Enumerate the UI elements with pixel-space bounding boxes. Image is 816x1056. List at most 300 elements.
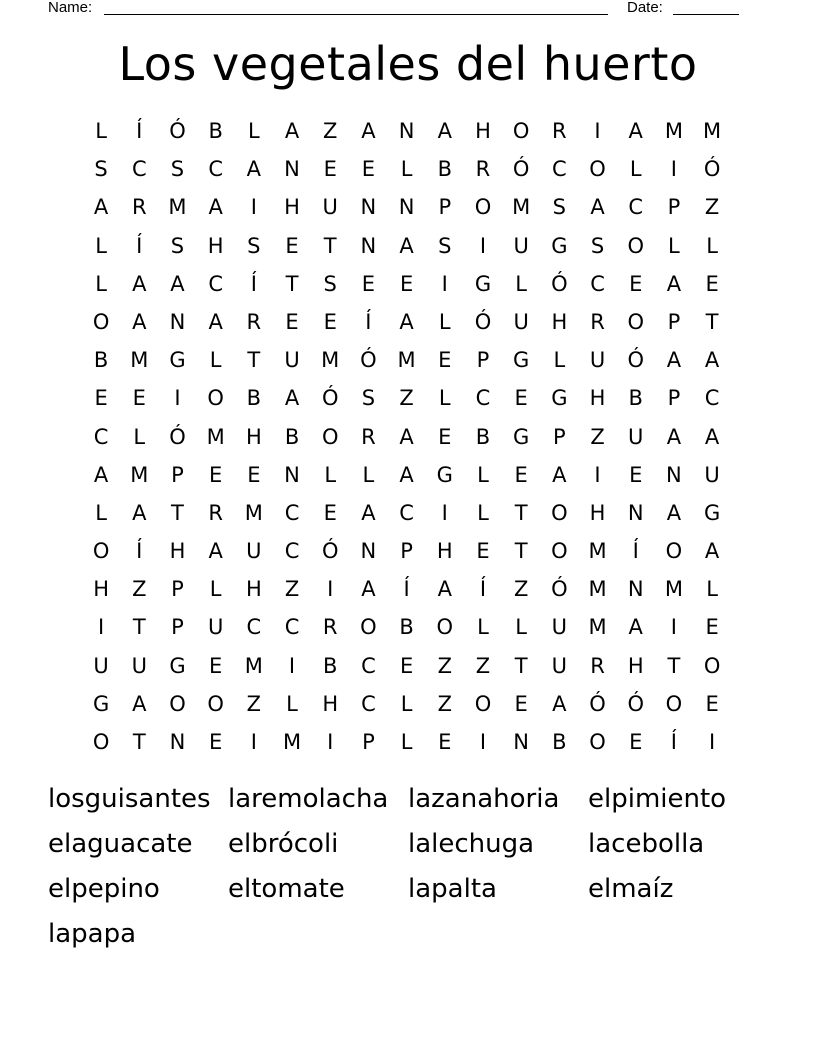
grid-letter: L xyxy=(515,271,527,296)
grid-letter: L xyxy=(400,730,413,754)
grid-letter: H xyxy=(589,386,606,411)
grid-letter: O xyxy=(551,539,568,564)
grid-letter: N xyxy=(360,233,377,258)
grid-letter: U xyxy=(628,424,644,449)
grid-letter: R xyxy=(322,615,338,640)
grid-letter: O xyxy=(169,691,186,716)
grid-letter: E xyxy=(476,539,490,564)
grid-letter: O xyxy=(321,424,339,449)
grid-letter: A xyxy=(170,271,185,296)
grid-letter: T xyxy=(323,233,337,258)
grid-letter: C xyxy=(361,653,376,678)
word-list-item: lapalta xyxy=(408,874,497,904)
grid-letter: I xyxy=(441,271,448,296)
grid-letter: A xyxy=(93,462,109,487)
grid-letter: O xyxy=(360,615,377,640)
grid-letter: M xyxy=(664,119,683,143)
grid-letter: O xyxy=(627,309,644,334)
grid-letter: C xyxy=(590,271,605,296)
grid-letter: C xyxy=(399,500,414,525)
grid-letter: Ó xyxy=(474,309,492,334)
grid-letter: P xyxy=(400,539,413,564)
grid-letter: E xyxy=(514,462,528,487)
grid-letter: I xyxy=(708,730,716,754)
grid-letter: A xyxy=(208,309,223,334)
grid-letter: B xyxy=(399,615,414,640)
grid-letter: S xyxy=(94,157,108,182)
grid-letter: G xyxy=(513,424,530,449)
grid-row xyxy=(82,647,732,685)
grid-letter: Í xyxy=(670,730,677,754)
grid-letter: O xyxy=(207,691,224,716)
grid-letter: B xyxy=(246,386,262,411)
grid-letter: Z xyxy=(246,691,262,716)
grid-letter: R xyxy=(590,309,605,334)
grid-letter: T xyxy=(667,653,681,678)
grid-letter: O xyxy=(207,386,224,411)
grid-letter: B xyxy=(323,653,338,678)
grid-letter: M xyxy=(703,119,722,143)
grid-letter: O xyxy=(665,539,683,564)
grid-letter: E xyxy=(132,386,146,411)
word-list-item: losguisantes xyxy=(48,784,211,814)
grid-letter: H xyxy=(284,195,300,220)
grid-letter: M xyxy=(588,577,607,602)
grid-letter: A xyxy=(132,271,147,296)
grid-letter: Ó xyxy=(627,348,644,373)
grid-letter: L xyxy=(553,348,566,373)
grid-letter: H xyxy=(169,539,186,564)
grid-letter: A xyxy=(399,309,414,334)
grid-letter: L xyxy=(477,615,489,640)
grid-letter: S xyxy=(361,386,376,411)
grid-letter: M xyxy=(168,195,187,220)
grid-letter: Í xyxy=(632,539,639,564)
grid-letter: O xyxy=(551,500,568,525)
grid-letter: I xyxy=(327,730,334,754)
grid-letter: E xyxy=(629,462,643,487)
grid-letter: L xyxy=(324,462,337,487)
grid-letter: Í xyxy=(136,233,143,258)
grid-row xyxy=(82,227,732,265)
word-list-item: laremolacha xyxy=(228,784,389,814)
grid-letter: O xyxy=(665,691,683,716)
grid-row xyxy=(82,379,732,417)
grid-letter: A xyxy=(132,691,147,716)
grid-letter: Í xyxy=(403,577,410,602)
grid-letter: Ó xyxy=(360,348,377,373)
grid-letter: M xyxy=(244,653,263,678)
grid-letter: M xyxy=(512,195,531,220)
grid-letter: E xyxy=(705,615,719,640)
grid-letter: B xyxy=(93,348,109,373)
grid-letter: U xyxy=(513,233,529,258)
grid-letter: T xyxy=(171,500,184,525)
grid-letter: P xyxy=(667,195,681,220)
grid-letter: E xyxy=(438,730,452,754)
name-blank-line xyxy=(104,14,608,15)
grid-letter: E xyxy=(285,309,299,334)
grid-letter: A xyxy=(284,386,300,411)
grid-row xyxy=(82,112,732,150)
grid-letter: N xyxy=(398,195,415,220)
grid-letter: R xyxy=(552,119,567,143)
word-list-item: elbrócoli xyxy=(228,829,339,859)
grid-letter: N xyxy=(284,157,300,182)
grid-letter: B xyxy=(284,424,300,449)
grid-letter: L xyxy=(286,691,298,716)
grid-letter: G xyxy=(436,462,453,487)
grid-letter: Í xyxy=(136,119,143,143)
grid-letter: R xyxy=(590,653,605,678)
grid-letter: Ó xyxy=(321,386,339,411)
grid-letter: L xyxy=(209,577,222,602)
grid-letter: A xyxy=(399,424,414,449)
page-title: Los vegetales del huerto xyxy=(118,37,698,91)
word-list-item: elpimiento xyxy=(588,784,727,814)
grid-row xyxy=(82,456,732,494)
grid-letter: R xyxy=(361,424,376,449)
grid-letter: M xyxy=(130,462,149,487)
grid-letter: G xyxy=(551,233,568,258)
grid-letter: E xyxy=(514,386,528,411)
grid-letter: Z xyxy=(132,577,147,602)
grid-letter: B xyxy=(208,119,223,143)
grid-letter: O xyxy=(474,691,492,716)
grid-letter: L xyxy=(400,157,413,182)
grid-letter: Ó xyxy=(551,271,568,296)
grid-letter: A xyxy=(132,500,147,525)
grid-letter: O xyxy=(512,119,530,143)
grid-letter: P xyxy=(476,348,490,373)
grid-letter: Í xyxy=(479,577,487,602)
grid-letter: M xyxy=(244,500,263,525)
grid-letter: L xyxy=(362,462,375,487)
grid-letter: N xyxy=(513,730,530,754)
grid-letter: Í xyxy=(136,539,143,564)
grid-letter: I xyxy=(327,577,334,602)
grid-letter: E xyxy=(514,691,528,716)
grid-row xyxy=(82,341,732,379)
grid-letter: I xyxy=(441,500,448,525)
grid-letter: O xyxy=(589,157,606,182)
date-label: Date: xyxy=(627,0,663,16)
word-list-item: lalechuga xyxy=(408,829,535,859)
grid-letter: E xyxy=(705,271,719,296)
grid-letter: O xyxy=(92,309,110,334)
grid-letter: T xyxy=(132,615,146,640)
grid-letter: R xyxy=(131,195,147,220)
grid-letter: E xyxy=(285,233,299,258)
grid-letter: O xyxy=(92,730,110,754)
grid-letter: N xyxy=(169,309,186,334)
grid-letter: U xyxy=(322,195,338,220)
grid-letter: I xyxy=(670,615,677,640)
grid-letter: H xyxy=(475,119,491,143)
grid-letter: O xyxy=(92,539,110,564)
grid-letter: E xyxy=(323,309,337,334)
grid-letter: G xyxy=(169,348,186,373)
grid-letter: H xyxy=(436,539,453,564)
grid-letter: C xyxy=(208,271,223,296)
grid-letter: B xyxy=(475,424,491,449)
grid-letter: L xyxy=(477,500,489,525)
grid-letter: C xyxy=(552,157,567,182)
grid-row xyxy=(82,303,732,341)
grid-letter: L xyxy=(629,157,642,182)
grid-letter: U xyxy=(704,462,720,487)
grid-letter: C xyxy=(246,615,262,640)
grid-row xyxy=(82,188,732,226)
grid-letter: Í xyxy=(250,271,257,296)
grid-letter: T xyxy=(514,500,528,525)
grid-letter: S xyxy=(170,157,185,182)
grid-letter: L xyxy=(95,119,107,143)
grid-letter: C xyxy=(284,539,300,564)
grid-letter: Ó xyxy=(551,577,568,602)
grid-letter: M xyxy=(282,730,302,754)
grid-row xyxy=(82,723,732,761)
grid-letter: A xyxy=(666,424,682,449)
grid-letter: L xyxy=(133,424,146,449)
grid-letter: N xyxy=(627,577,644,602)
grid-letter: E xyxy=(629,730,643,754)
grid-letter: P xyxy=(553,424,566,449)
grid-letter: H xyxy=(207,233,224,258)
grid-letter: A xyxy=(666,348,682,373)
grid-letter: B xyxy=(552,730,567,754)
grid-letter: E xyxy=(323,500,337,525)
grid-letter: A xyxy=(552,691,567,716)
grid-letter: G xyxy=(551,386,568,411)
grid-letter: G xyxy=(474,271,492,296)
grid-letter: L xyxy=(438,309,451,334)
grid-letter: Ó xyxy=(627,691,644,716)
grid-letter: O xyxy=(589,730,606,754)
word-list-item: lapapa xyxy=(48,919,137,949)
grid-letter: U xyxy=(589,348,606,373)
grid-letter: B xyxy=(628,386,643,411)
grid-letter: Z xyxy=(437,691,452,716)
word-list-item: lazanahoria xyxy=(408,784,560,814)
grid-letter: M xyxy=(397,348,416,373)
grid-letter: T xyxy=(514,653,528,678)
grid-letter: U xyxy=(551,615,568,640)
grid-letter: L xyxy=(95,233,107,258)
grid-letter: S xyxy=(438,233,452,258)
grid-letter: I xyxy=(288,653,296,678)
grid-letter: C xyxy=(628,195,644,220)
grid-letter: A xyxy=(246,157,262,182)
grid-letter: P xyxy=(667,386,681,411)
grid-letter: I xyxy=(174,386,181,411)
grid-letter: P xyxy=(362,730,375,754)
grid-letter: L xyxy=(706,577,718,602)
grid-letter: L xyxy=(668,233,680,258)
grid-letter: I xyxy=(594,462,601,487)
grid-letter: O xyxy=(703,653,721,678)
header-fields xyxy=(48,0,748,20)
grid-letter: Ó xyxy=(321,539,339,564)
name-label: Name: xyxy=(48,0,93,16)
grid-letter: G xyxy=(703,500,721,525)
grid-letter: P xyxy=(171,615,184,640)
grid-letter: A xyxy=(284,119,300,143)
grid-letter: Z xyxy=(475,653,491,678)
grid-letter: R xyxy=(475,157,491,182)
grid-letter: H xyxy=(245,577,262,602)
grid-letter: A xyxy=(361,577,376,602)
grid-letter: C xyxy=(93,424,109,449)
grid-letter: L xyxy=(95,500,107,525)
word-list-item: lacebolla xyxy=(588,829,705,859)
grid-letter: L xyxy=(515,615,527,640)
grid-letter: A xyxy=(704,348,720,373)
grid-row xyxy=(82,418,732,456)
grid-letter: E xyxy=(361,271,376,296)
grid-letter: Ó xyxy=(703,157,721,182)
grid-letter: A xyxy=(132,309,147,334)
grid-letter: A xyxy=(437,577,452,602)
grid-letter: A xyxy=(590,195,605,220)
grid-row xyxy=(82,494,732,532)
grid-row xyxy=(82,265,732,303)
grid-letter: M xyxy=(130,348,149,373)
grid-letter: Z xyxy=(284,577,300,602)
grid-letter: M xyxy=(321,348,340,373)
grid-letter: U xyxy=(513,309,529,334)
grid-letter: E xyxy=(629,271,643,296)
grid-letter: T xyxy=(247,348,261,373)
grid-letter: Í xyxy=(365,309,372,334)
grid-letter: O xyxy=(436,615,454,640)
grid-letter: A xyxy=(666,271,682,296)
grid-letter: L xyxy=(400,691,413,716)
grid-letter: C xyxy=(208,157,223,182)
date-blank-line xyxy=(673,14,739,15)
grid-letter: A xyxy=(93,195,109,220)
grid-letter: H xyxy=(589,500,606,525)
grid-row xyxy=(82,150,732,188)
word-search-grid xyxy=(82,112,732,761)
grid-letter: U xyxy=(551,653,568,678)
grid-letter: T xyxy=(514,539,528,564)
grid-letter: C xyxy=(475,386,491,411)
grid-letter: L xyxy=(247,119,260,143)
grid-letter: E xyxy=(399,653,414,678)
grid-letter: U xyxy=(131,653,147,678)
grid-letter: C xyxy=(284,615,300,640)
grid-letter: A xyxy=(552,462,567,487)
grid-letter: E xyxy=(209,653,223,678)
grid-letter: N xyxy=(666,462,682,487)
grid-letter: E xyxy=(361,157,376,182)
grid-letter: H xyxy=(551,309,568,334)
grid-letter: A xyxy=(208,539,223,564)
word-list xyxy=(48,778,768,958)
grid-letter: T xyxy=(285,271,299,296)
grid-letter: H xyxy=(322,691,339,716)
grid-letter: T xyxy=(132,730,146,754)
grid-letter: B xyxy=(437,157,452,182)
grid-letter: Z xyxy=(437,653,452,678)
grid-letter: N xyxy=(627,500,644,525)
grid-letter: L xyxy=(95,271,107,296)
grid-letter: E xyxy=(94,386,108,411)
grid-letter: T xyxy=(705,309,719,334)
grid-letter: Ó xyxy=(589,691,606,716)
grid-letter: P xyxy=(171,577,184,602)
grid-letter: A xyxy=(628,119,643,143)
grid-letter: N xyxy=(360,195,377,220)
grid-letter: A xyxy=(208,195,223,220)
grid-letter: A xyxy=(704,539,720,564)
grid-letter: E xyxy=(323,157,337,182)
grid-letter: I xyxy=(97,615,105,640)
grid-letter: Ó xyxy=(512,157,530,182)
grid-letter: E xyxy=(438,348,452,373)
word-list-item: elmaíz xyxy=(588,874,674,904)
grid-letter: G xyxy=(92,691,110,716)
grid-letter: H xyxy=(627,653,644,678)
grid-row xyxy=(82,685,732,723)
word-list-item: eltomate xyxy=(228,874,345,904)
grid-letter: E xyxy=(399,271,414,296)
grid-letter: O xyxy=(627,233,644,258)
grid-letter: N xyxy=(398,119,415,143)
grid-letter: L xyxy=(477,462,489,487)
grid-letter: C xyxy=(284,500,300,525)
grid-letter: P xyxy=(667,309,681,334)
grid-letter: O xyxy=(474,195,492,220)
grid-row xyxy=(82,570,732,608)
grid-letter: G xyxy=(169,653,186,678)
grid-letter: L xyxy=(706,233,718,258)
grid-letter: Ó xyxy=(169,119,186,143)
word-list-item: elaguacate xyxy=(48,829,193,859)
grid-letter: P xyxy=(171,462,184,487)
grid-row xyxy=(82,608,732,646)
grid-letter: S xyxy=(590,233,605,258)
grid-letter: N xyxy=(169,730,186,754)
grid-letter: E xyxy=(209,730,223,754)
grid-letter: M xyxy=(664,577,683,602)
grid-letter: I xyxy=(479,730,487,754)
grid-letter: Z xyxy=(704,195,720,220)
grid-letter: U xyxy=(284,348,300,373)
word-list-item: elpepino xyxy=(48,874,160,904)
grid-letter: I xyxy=(479,233,487,258)
grid-letter: R xyxy=(246,309,262,334)
grid-letter: P xyxy=(438,195,452,220)
grid-letter: C xyxy=(131,157,147,182)
grid-letter: Ó xyxy=(169,424,186,449)
grid-letter: E xyxy=(247,462,261,487)
grid-letter: A xyxy=(704,424,720,449)
grid-letter: S xyxy=(247,233,261,258)
grid-letter: S xyxy=(552,195,567,220)
grid-letter: A xyxy=(628,615,643,640)
grid-letter: U xyxy=(93,653,109,678)
grid-letter: M xyxy=(206,424,225,449)
grid-letter: S xyxy=(323,271,337,296)
grid-letter: E xyxy=(209,462,223,487)
grid-letter: I xyxy=(594,119,601,143)
grid-letter: R xyxy=(208,500,223,525)
grid-row xyxy=(82,532,732,570)
grid-letter: E xyxy=(705,691,719,716)
grid-letter: A xyxy=(399,462,414,487)
